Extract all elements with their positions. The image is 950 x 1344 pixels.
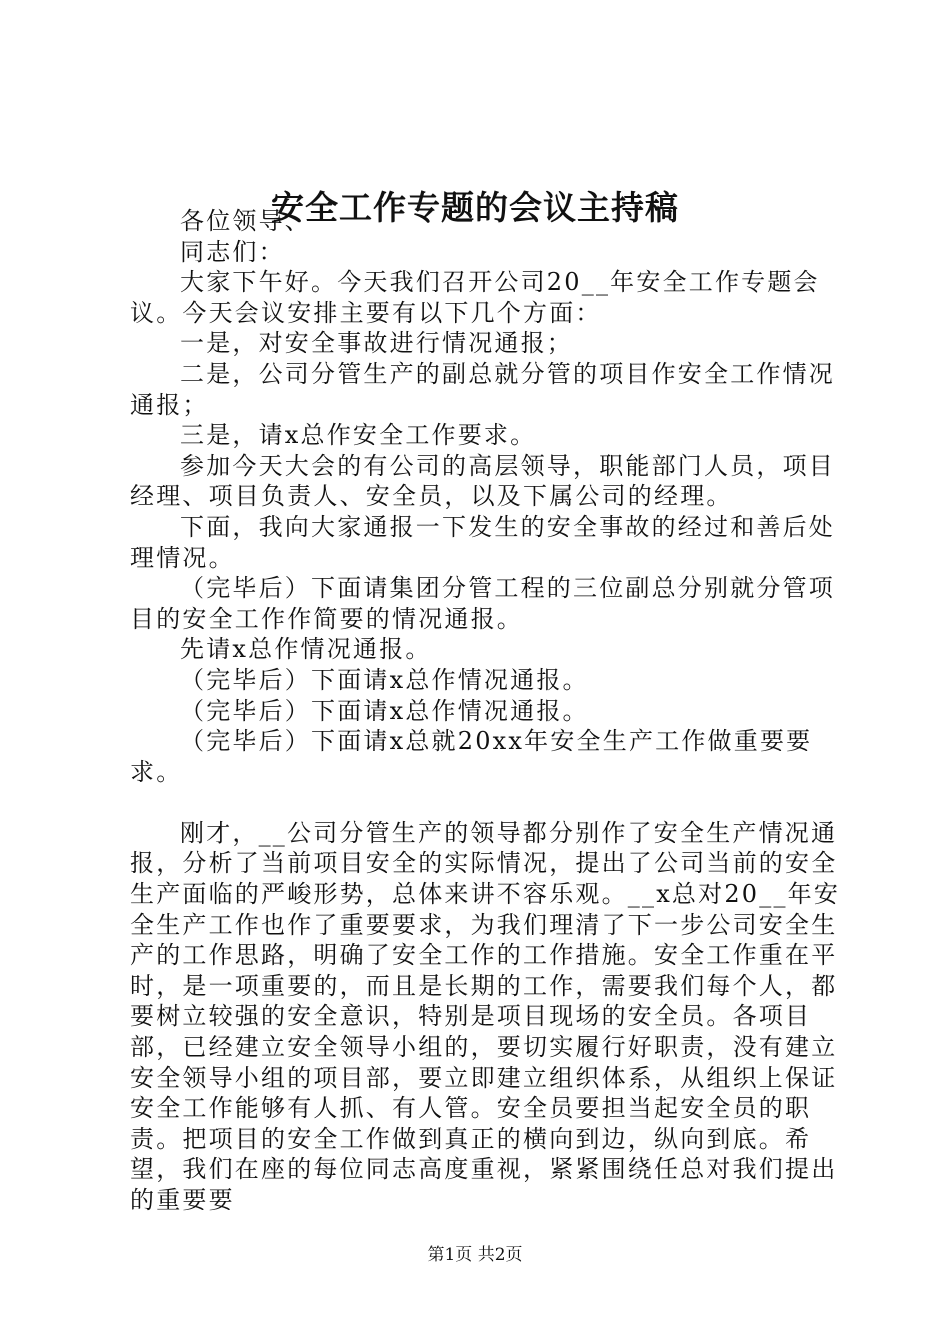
paragraph-agenda-1: 一是，对安全事故进行情况通报； [180, 329, 573, 358]
page-footer: 第1页 共2页 [427, 1245, 523, 1265]
paragraph-requirements: （完毕后）下面请x总就20xx年安全生产工作做重要要求。 [130, 727, 813, 786]
paragraph-greeting-2: 同志们： [180, 237, 285, 266]
paragraph-opening: 大家下午好。今天我们召开公司20__年安全工作专题会议。今天会议安排主要有以下几个方面： [130, 268, 820, 327]
paragraph-attendees: 参加今天大会的有公司的高层领导，职能部门人员，项目经理、项目负责人、安全员，以及下属公司的经理。 [130, 451, 835, 511]
paragraph-third-report: （完毕后）下面请x总作情况通报。 [180, 696, 589, 725]
paragraph-first-report: 先请x总作情况通报。 [180, 635, 432, 664]
document-title: 安全工作专题的会议主持稿 [271, 188, 679, 227]
paragraph-second-report: （完毕后）下面请x总作情况通报。 [180, 665, 589, 694]
paragraph-agenda-3: 三是，请x总作安全工作要求。 [180, 421, 537, 450]
paragraph-spacer [130, 787, 850, 818]
paragraph-agenda-2: 二是，公司分管生产的副总就分管的项目作安全工作情况通报； [130, 359, 835, 419]
paragraph-vp-reports: （完毕后）下面请集团分管工程的三位副总分别就分管项目的安全工作作简要的情况通报。 [130, 574, 835, 633]
document-body [130, 206, 850, 1216]
paragraph-summary: 刚才，__公司分管生产的领导都分别作了安全生产情况通报，分析了当前项目安全的实际情况，提出了公司当前的安全生产面临的严峻形势，总体来讲不容乐观。__x总对20__年安全生产工作也作了重要要求，为我们理清了下一步公司安全生产的工作思路，明确了安全工作的工作措施。安全工作重在平时，是一项重要的，而且是长期的工作，需要我们每个人，都要树立较强的安全意识，特别是项目现场的安全员。各项目部，已经建立安全领导小组的，要切实履行好职责，没有建立安全领导小组的项目部，要立即建立组织体系，从组织上保证安全工作能够有人抓、有人管。安全员要担当起安全员的职责。把项目的安全工作做到真正的横向到边，纵向到底。希望，我们在座的每位同志高度重视，紧紧围绕任总对我们提出的重要要 [130, 818, 841, 1214]
paragraph-report-intro: 下面，我向大家通报一下发生的安全事故的经过和善后处理情况。 [130, 512, 835, 572]
paragraph-greeting-1: 各位领导、 [180, 207, 311, 235]
